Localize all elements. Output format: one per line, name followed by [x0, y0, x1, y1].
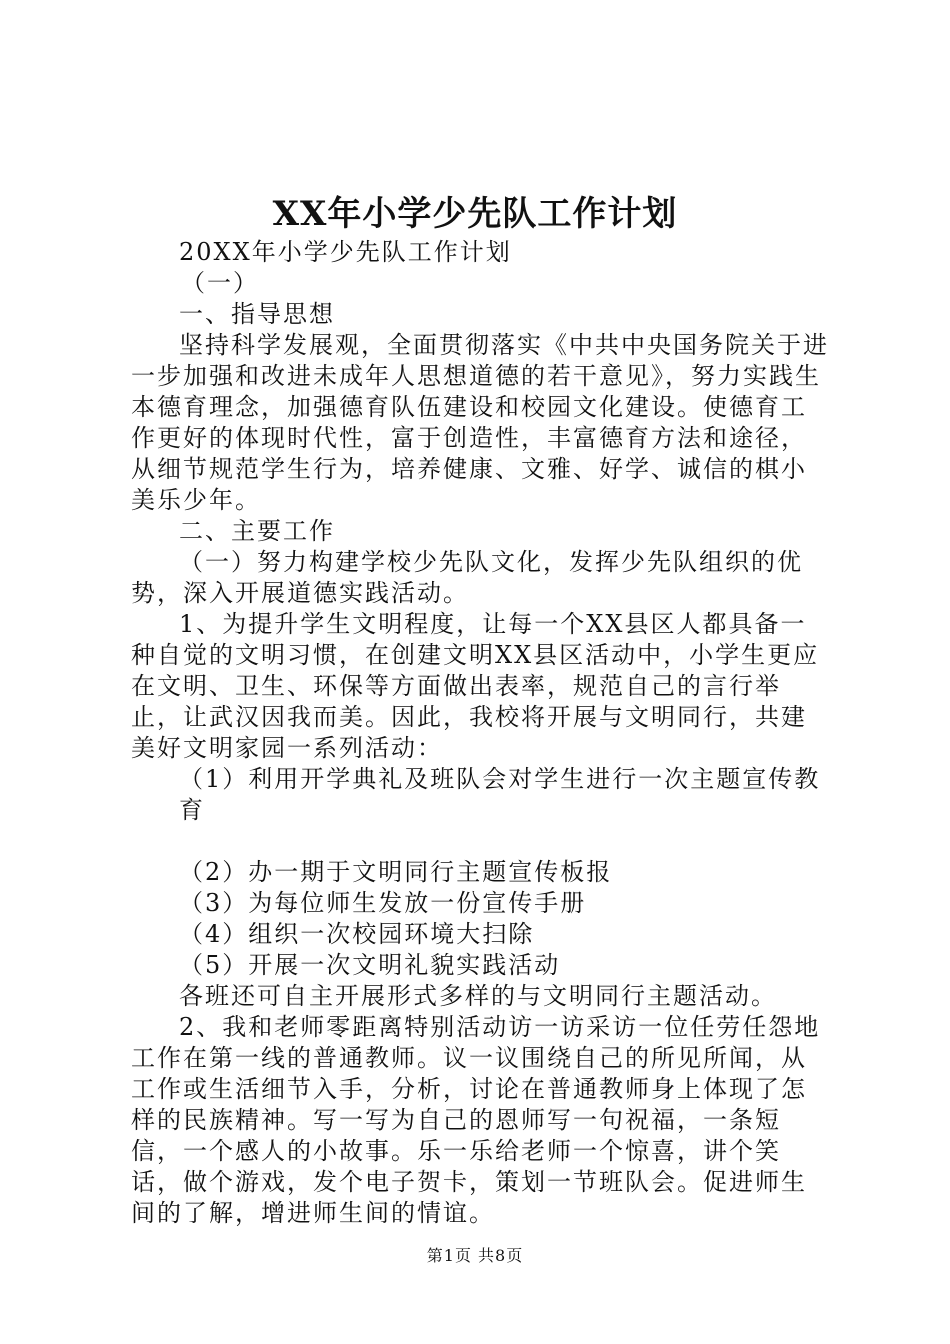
point-2-paragraph: 2、我和老师零距离特别活动访一访采访一位任劳任怨地工作在第一线的普通教师。议一议围绕自己的所见所闻，从工作或生活细节入手，分析，讨论在普通教师身上体现了怎样的民族精神。写一写为自己的恩师写一句祝福，一条短信，一个感人的小故事。乐一乐给老师一个惊喜，讲个笑话，做个游戏，发个电子贺卡，策划一节班队会。促进师生间的了解，增进师生间的情谊。	[131, 1013, 821, 1227]
section1-body: 坚持科学发展观，全面贯彻落实《中共中央国务院关于进一步加强和改进未成年人思想道德的若干意见》，努力实践生本德育理念，加强德育队伍建设和校园文化建设。使德育工作更好的体现时代性，富于创造性，丰富德育方法和途径，从细节规范学生行为，培养健康、文雅、好学、诚信的棋小美乐少年。	[131, 331, 829, 514]
spacer	[131, 826, 831, 857]
activity-item: （5）开展一次文明礼貌实践活动	[179, 951, 561, 979]
document-title: XX年小学少先队工作计划	[272, 194, 678, 234]
subtitle: 20XX年小学少先队工作计划	[179, 238, 512, 266]
activities-note: 各班还可自主开展形式多样的与文明同行主题活动。	[179, 982, 777, 1010]
activity-item: （3）为每位师生发放一份宣传手册	[179, 889, 587, 917]
document-body	[131, 237, 831, 1229]
activity-item: （4）组织一次校园环境大扫除	[179, 920, 535, 948]
part-label: （一）	[181, 269, 259, 297]
activity-item: （1）利用开学典礼及班队会对学生进行一次主题宣传教育	[179, 765, 821, 824]
page-number: 第1页 共8页	[426, 1246, 524, 1265]
section2-heading: 二、主要工作	[179, 517, 335, 545]
section1-heading: 一、指导思想	[179, 300, 335, 328]
section2-subheading: （一）努力构建学校少先队文化，发挥少先队组织的优势，深入开展道德实践活动。	[131, 548, 803, 607]
point-1-paragraph: 1、为提升学生文明程度，让每一个XX县区人都具备一种自觉的文明习惯，在创建文明XX县区活动中，小学生更应在文明、卫生、环保等方面做出表率，规范自己的言行举止，让武汉因我而美。因此，我校将开展与文明同行，共建美好文明家园一系列活动：	[131, 610, 820, 762]
activity-item: （2）办一期于文明同行主题宣传板报	[179, 858, 613, 886]
